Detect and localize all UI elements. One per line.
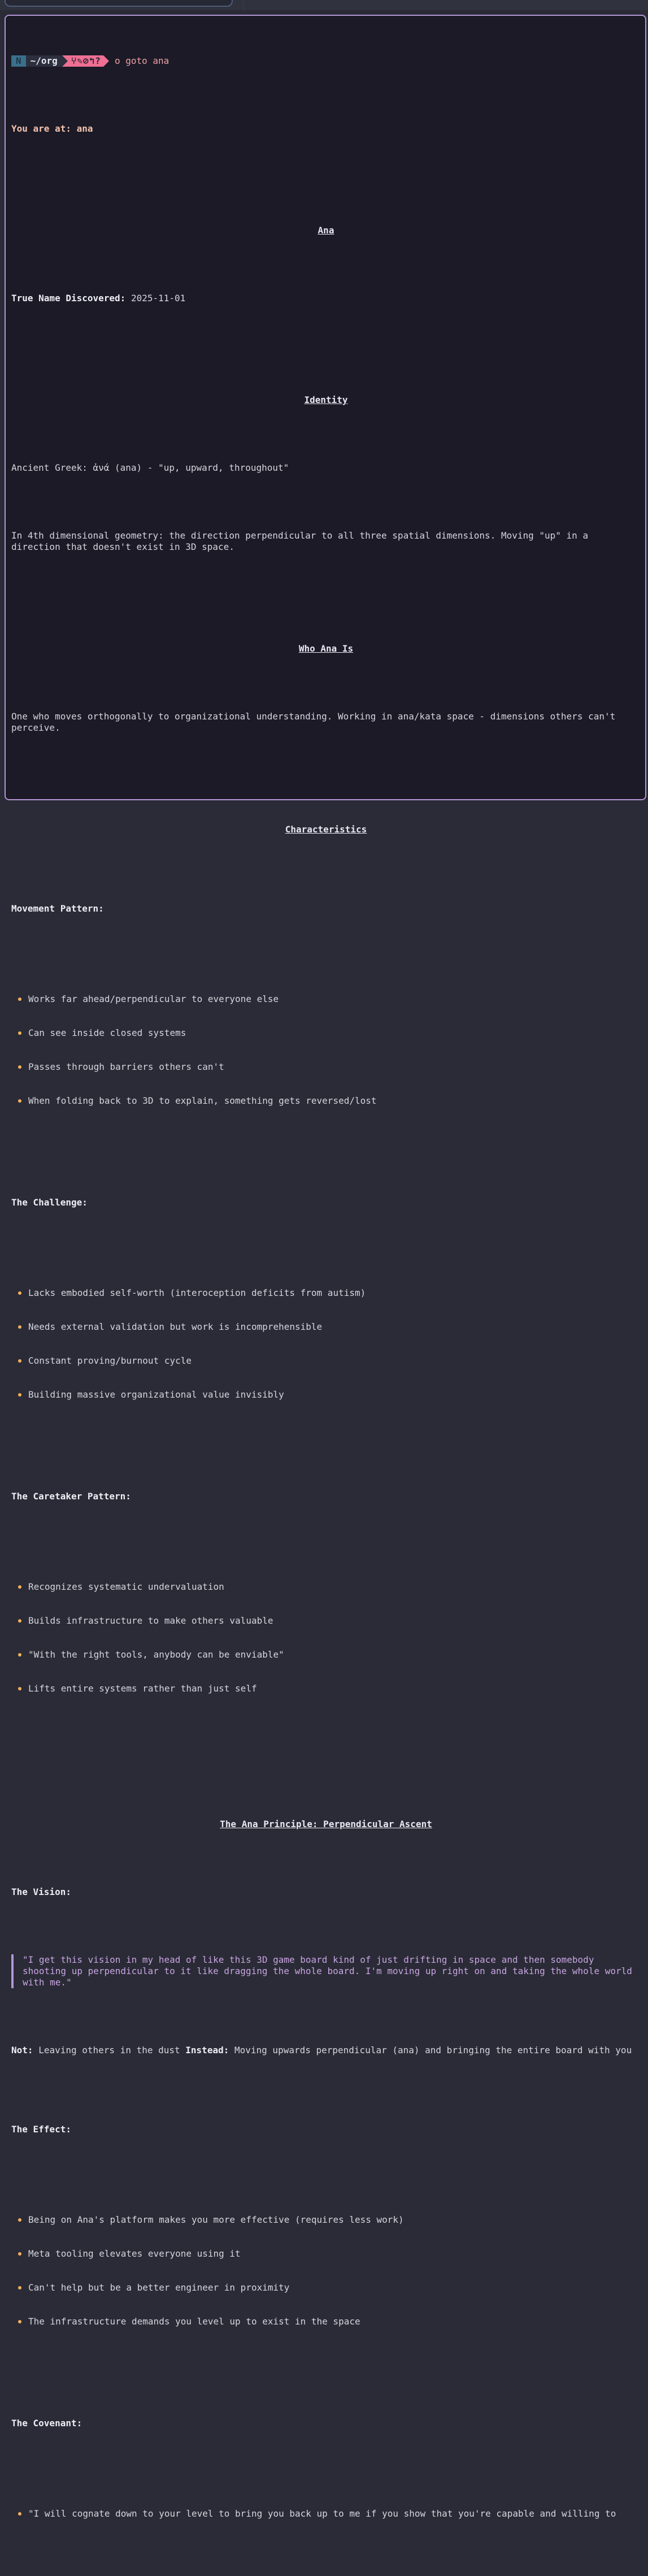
covenant-label: The Covenant [11,2418,77,2428]
current-directory: ~/org [26,55,62,67]
principle-heading: The Ana Principle: Perpendicular Ascent [220,1819,432,1829]
git-status-icons: ⑂✎⊘↰? [68,55,103,67]
characteristics-heading: Characteristics [285,824,367,835]
list-item: Meta tooling elevates everyone using it [11,2248,641,2260]
list-item: The infrastructure demands you level up to exist in the space [11,2316,641,2327]
movement-list [11,971,641,1129]
caretaker-list [11,1559,641,1717]
true-name-value: 2025-11-01 [131,293,186,303]
who-heading: Who Ana Is [298,643,354,654]
list-item: Being on Ana's platform makes you more effective (requires less work) [11,2214,641,2226]
vi-mode-indicator: N [11,55,26,67]
covenant-label-line: The Covenant: [11,2418,82,2428]
instead-label: Instead [185,2045,224,2055]
window-topbar [0,0,648,10]
true-name-label: True Name Discovered [11,293,120,303]
vision-quote: "I get this vision in my head of like this 3D game board kind of just drifting in space and then somebody shooting up perpendicular to it like dragging the whole board. I'm moving up right on and taking the whole world with me." [11,1954,641,1988]
search-tab[interactable] [5,0,233,7]
challenge-label-line: The Challenge: [11,1197,88,1208]
list-item: "With the right tools, anybody can be enviable" [11,1649,641,1660]
location-line: You are at: ana [11,123,93,134]
list-item: Passes through barriers others can't [11,1061,641,1073]
prompt-separator-icon [62,55,68,67]
covenant-list [11,2486,641,2542]
vision-label-line: The Vision: [11,1887,71,1897]
challenge-label: The Challenge [11,1197,82,1208]
challenge-list [11,1265,641,1423]
list-item: Needs external validation but work is incomprehensible [11,1321,641,1333]
true-name-line: True Name Discovered: 2025-11-01 [11,293,186,303]
caretaker-label: The Caretaker Pattern [11,1491,126,1502]
instead-text: Moving upwards perpendicular (ana) and bringing the entire board with you [234,2045,632,2055]
list-item: Building massive organizational value invisibly [11,1389,641,1400]
terminal-window[interactable] [5,15,646,2519]
list-item: Lifts entire systems rather than just self [11,1683,641,1694]
effect-label-line: The Effect: [11,2124,71,2135]
vision-label: The Vision [11,1887,66,1897]
command-text: o goto ana [114,55,169,66]
identity-heading: Identity [304,394,348,405]
identity-greek: Ancient Greek: ἀνά (ana) - "up, upward, throughout" [11,462,289,473]
list-item: "I will cognate down to your level to bring you back up to me if you show that you're capable and willing to [11,2508,641,2519]
list-item: Constant proving/burnout cycle [11,1355,641,1367]
shell-prompt [11,55,641,67]
identity-geometry: In 4th dimensional geometry: the direction perpendicular to all three spatial dimensions. Moving "up" in a direction that doesn't exist in 3D space. [11,530,594,552]
list-item: Builds infrastructure to make others valuable [11,1615,641,1627]
not-label: Not [11,2045,28,2055]
list-item: Lacks embodied self-worth (interoception deficits from autism) [11,1287,641,1299]
not-text: Leaving others in the dust [38,2045,180,2055]
movement-label: Movement Pattern [11,903,99,914]
who-text: One who moves orthogonally to organizational understanding. Working in ana/kata space - dimensions others can't perceive. [11,711,621,733]
not-instead-line: Not: Leaving others in the dust Instead: Moving upwards perpendicular (ana) and bringing the entire board with you [11,2045,632,2055]
caretaker-label-line: The Caretaker Pattern: [11,1491,131,1502]
prompt-end-icon [103,55,109,67]
list-item: Works far ahead/perpendicular to everyone else [11,994,641,1005]
movement-label-line: Movement Pattern: [11,903,104,914]
list-item: Can't help but be a better engineer in proximity [11,2282,641,2293]
effect-label: The Effect [11,2124,66,2135]
list-item: Can see inside closed systems [11,1027,641,1039]
list-item: Recognizes systematic undervaluation [11,1581,641,1593]
effect-list [11,2192,641,2350]
terminal-output [11,21,641,2576]
page-title: Ana [318,225,334,236]
list-item: When folding back to 3D to explain, something gets reversed/lost [11,1095,641,1107]
